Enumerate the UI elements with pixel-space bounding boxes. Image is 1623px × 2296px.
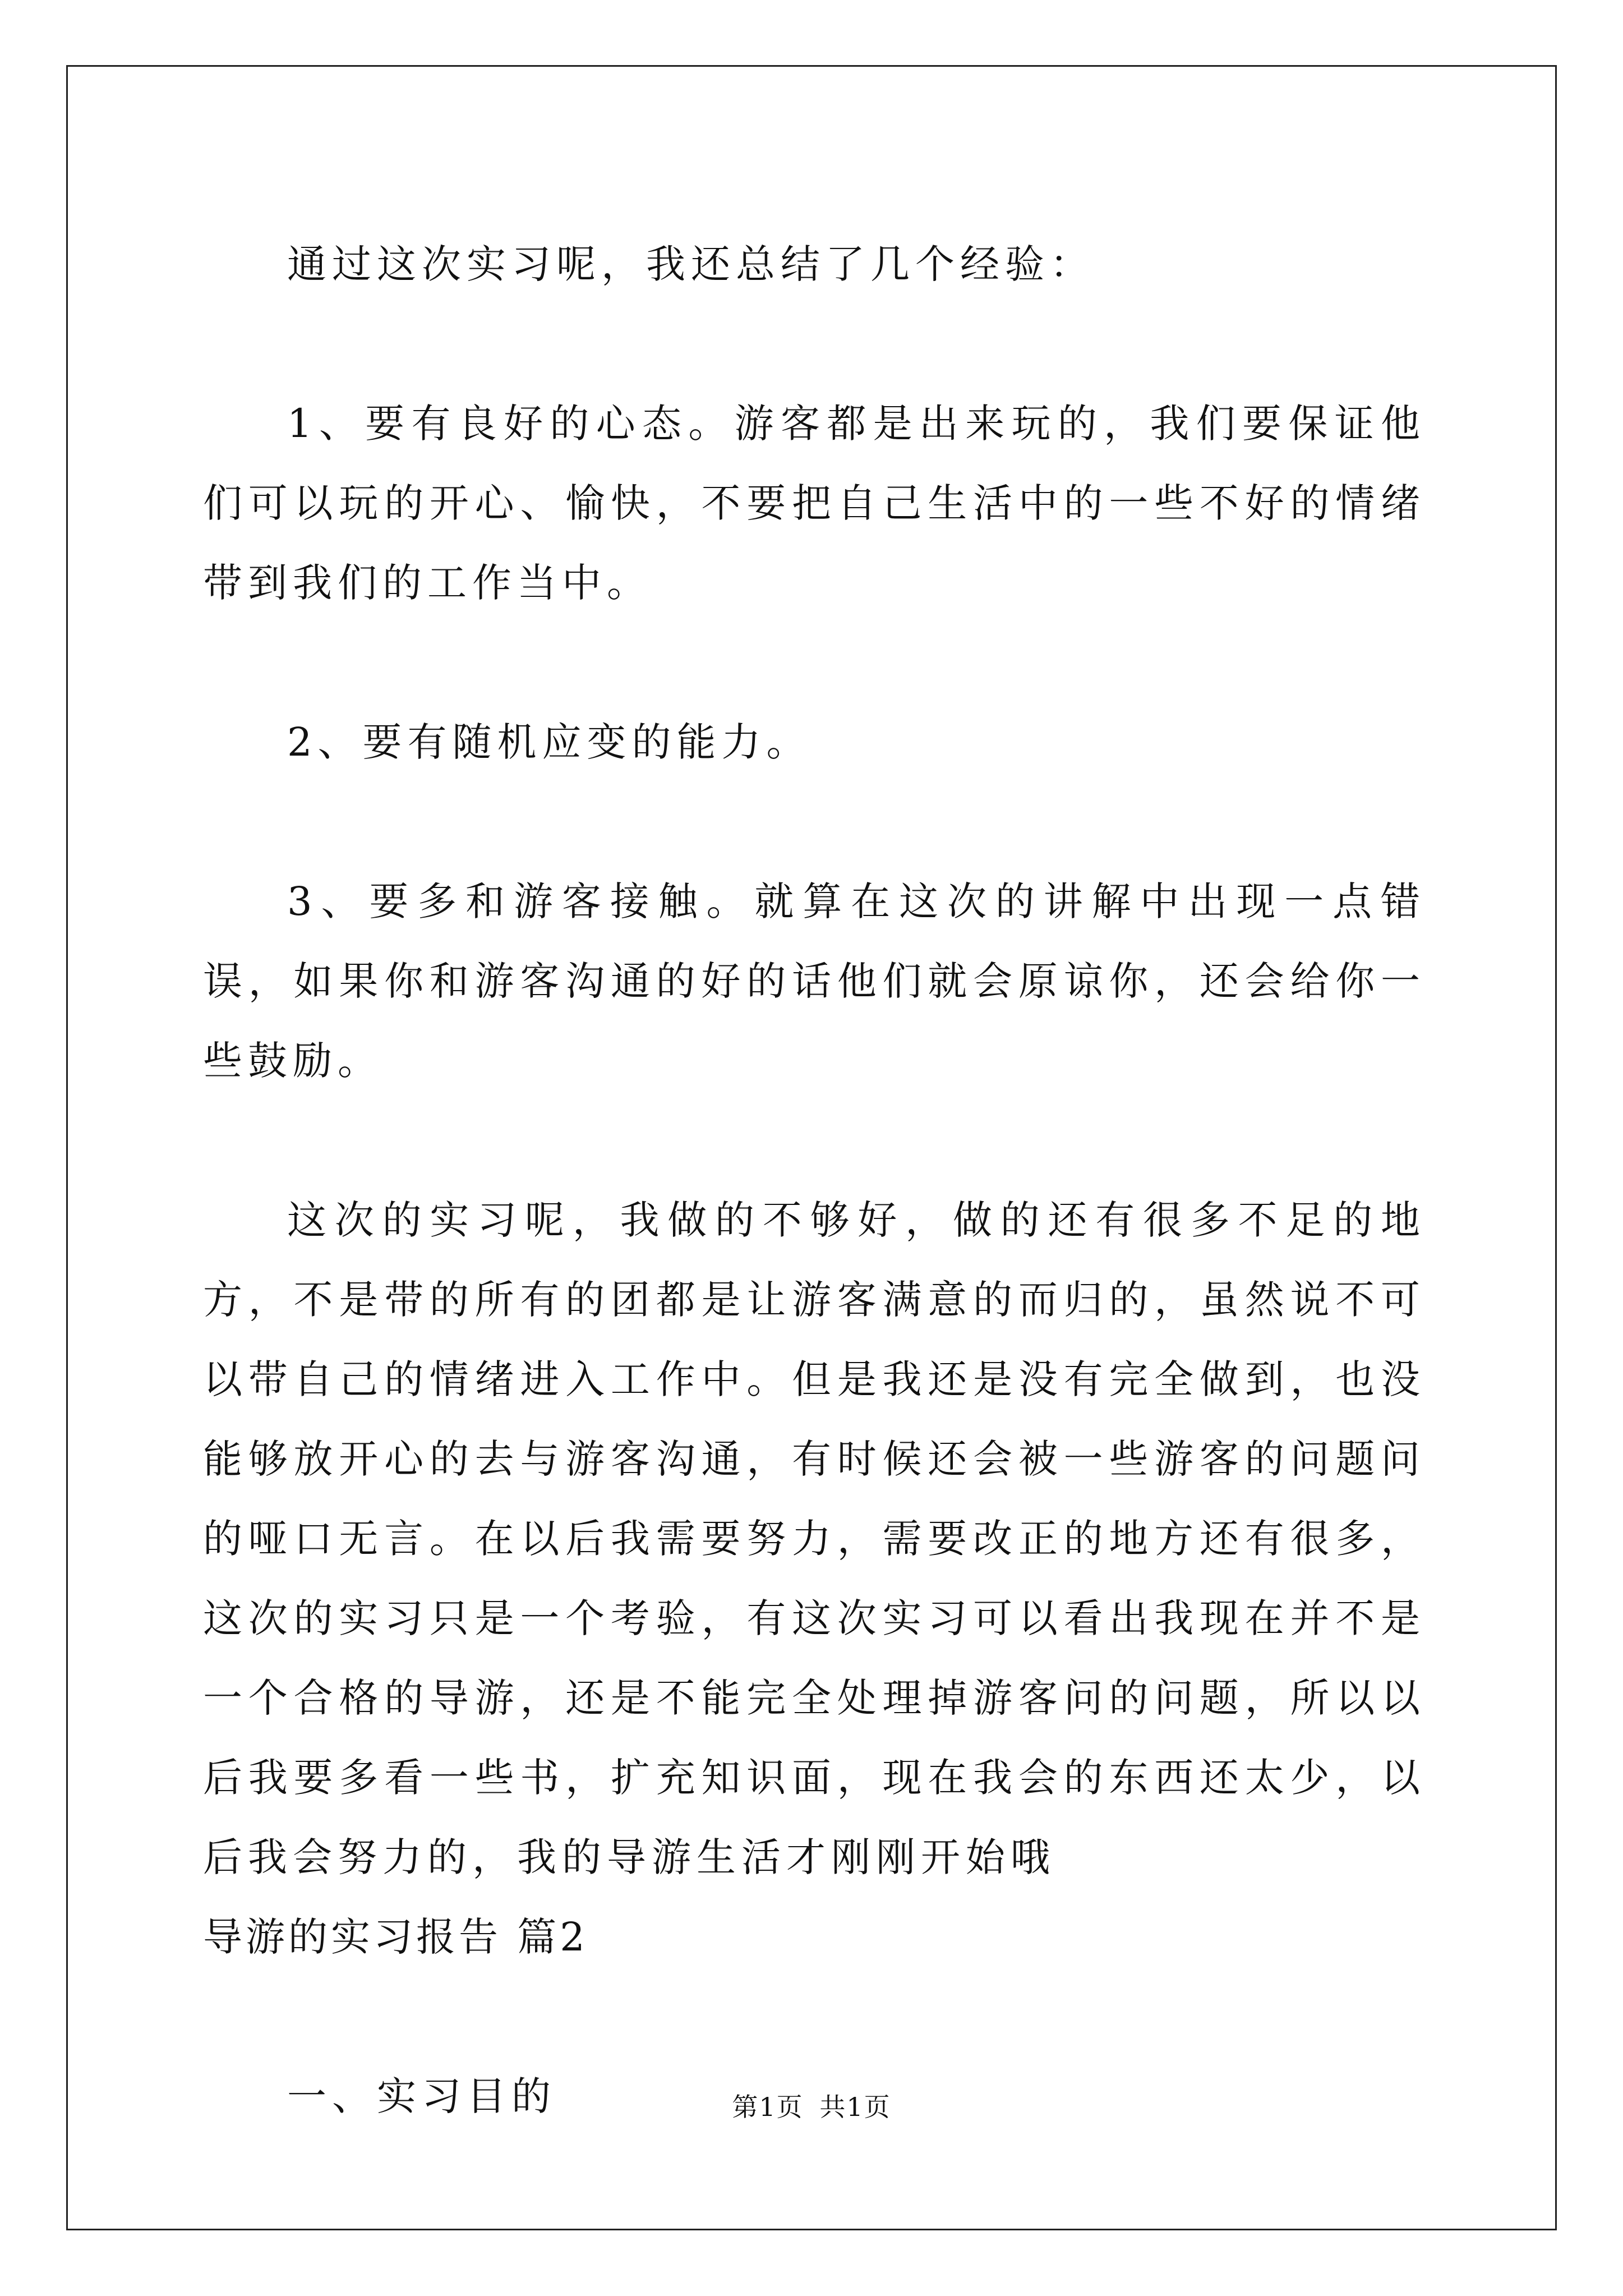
paragraph-reflection: 这次的实习呢，我做的不够好，做的还有很多不足的地方，不是带的所有的团都是让游客满意的而归的，虽然说不可以带自己的情绪进入工作中。但是我还是没有完全做到，也没能够放开心的去与游客沟通，有时候还会被一些游客的问题问的哑口无言。在以后我需要努力，需要改正的地方还有很多，这次的实习只是一个考验，有这次实习可以看出我现在并不是一个合格的导游，还是不能完全处理掉游客问的问题，所以以后我要多看一些书，扩充知识面，现在我会的东西还太少，以后我会努力的，我的导游生活才刚刚开始哦 — [203, 1197, 1426, 1880]
page-footer — [0, 2087, 1623, 2124]
subsection-title: 一、实习目的 — [287, 2073, 556, 2119]
paragraph-summary-intro: 通过这次实习呢，我还总结了几个经验： — [287, 241, 1095, 287]
paragraph-experience-2: 2、要有随机应变的能力。 — [287, 719, 811, 765]
paragraph-experience-3: 3、要多和游客接触。就算在这次的讲解中出现一点错误，如果你和游客沟通的好的话他们就会原谅你，还会给你一些鼓励。 — [203, 878, 1426, 1084]
document-body — [203, 224, 1426, 2216]
page-number: 第1页 — [732, 2092, 804, 2122]
section-heading: 导游的实习报告 篇2 — [203, 1914, 588, 1960]
page-total: 共1页 — [819, 2092, 891, 2122]
paragraph-experience-1: 1、要有良好的心态。游客都是出来玩的，我们要保证他们可以玩的开心、愉快，不要把自己生活中的一些不好的情绪带到我们的工作当中。 — [203, 401, 1426, 606]
